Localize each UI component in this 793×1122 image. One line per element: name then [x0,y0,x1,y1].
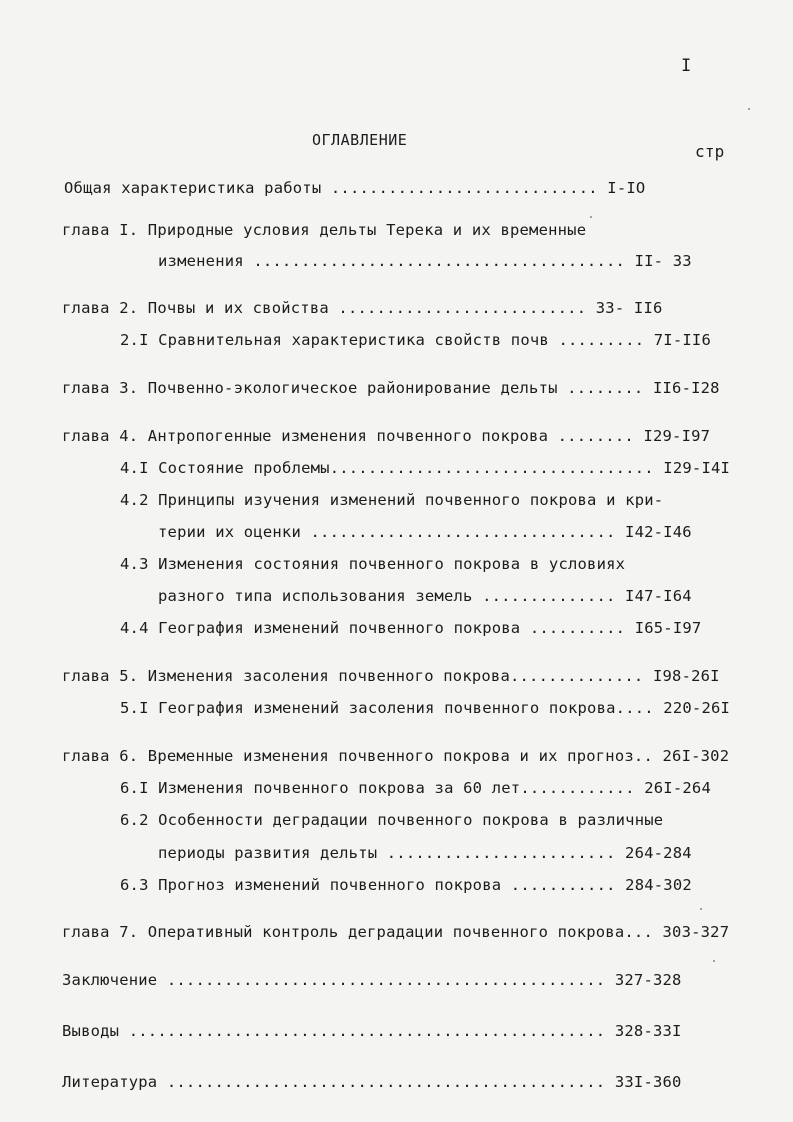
toc-entry-section-4-2: 4.2 Принципы изучения изменений почвенного покрова и кри- [120,491,664,509]
toc-entry-section-4-3-cont: разного типа использования земель .............. I47-I64 [158,587,692,605]
toc-entry-section-4-1: 4.I Состояние проблемы.................................. I29-I4I [120,459,731,477]
toc-entry-chapter-1: глава I. Природные условия дельты Терека и их временные [62,221,587,239]
scan-speck [700,908,702,910]
page-title: ОГЛАВЛЕНИЕ [312,131,408,149]
toc-entry-chapter-7: глава 7. Оперативный контроль деградации почвенного покрова... 303-327 [62,923,730,941]
toc-entry-section-4-4: 4.4 География изменений почвенного покрова .......... I65-I97 [120,619,702,637]
toc-entry-section-6-2-cont: периоды развития дельты ........................ 264-284 [158,844,692,862]
toc-entry-literature: Литература .............................................. 33I-360 [62,1073,682,1091]
toc-entry-chapter-3: глава 3. Почвенно-экологическое районирование дельты ........ II6-I28 [62,379,720,397]
toc-entry-section-6-2: 6.2 Особенности деградации почвенного покрова в различные [120,811,664,829]
toc-entry-chapter-5: глава 5. Изменения засоления почвенного покрова.............. I98-26I [62,667,720,685]
toc-entry-section-2-1: 2.I Сравнительная характеристика свойств почв ......... 7I-II6 [120,331,711,349]
toc-entry-section-6-3: 6.3 Прогноз изменений почвенного покрова ........... 284-302 [120,876,692,894]
scan-speck [713,960,715,962]
toc-entry-section-4-3: 4.3 Изменения состояния почвенного покрова в условиях [120,555,626,573]
scan-speck [590,216,592,218]
toc-entry-chapter-4: глава 4. Антропогенные изменения почвенного покрова ........ I29-I97 [62,427,711,445]
toc-entry-general: Общая характеристика работы ............................ I-IO [64,179,646,197]
toc-entry-findings: Выводы .................................................. 328-33I [62,1022,682,1040]
toc-entry-section-5-1: 5.I География изменений засоления почвенного покрова.... 220-26I [120,699,731,717]
toc-entry-chapter-6: глава 6. Временные изменения почвенного покрова и их прогноз.. 26I-302 [62,747,730,765]
toc-entry-chapter-2: глава 2. Почвы и их свойства .......................... 33- II6 [62,299,663,317]
toc-entry-chapter-1-cont: изменения ....................................... II- 33 [158,252,692,270]
toc-entry-section-6-1: 6.I Изменения почвенного покрова за 60 лет............ 26I-264 [120,779,711,797]
scan-speck [748,108,750,110]
toc-entry-conclusion: Заключение .............................................. 327-328 [62,971,682,989]
toc-entry-section-4-2-cont: терии их оценки ................................ I42-I46 [158,523,692,541]
page-column-label: стр [695,142,725,161]
page-number: I [681,56,692,76]
